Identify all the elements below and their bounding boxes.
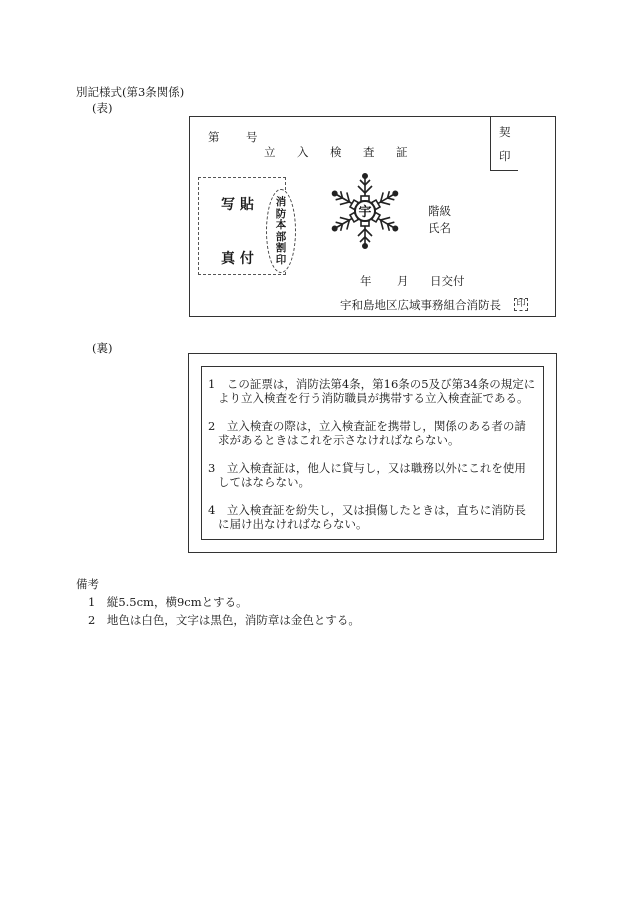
- date-year: 年: [360, 274, 372, 288]
- tally-seal-box: [490, 117, 518, 171]
- photo-label-top: 写 貼: [221, 197, 254, 213]
- back-item-line: してはならない。: [218, 475, 310, 489]
- title-char: 証: [396, 145, 408, 159]
- back-item-line: 3 立入検査証は，他人に貸与し，又は職務以外にこれを使用: [208, 461, 526, 475]
- oval-char: 割: [275, 242, 287, 254]
- date-issued: 日交付: [430, 274, 465, 288]
- date-month: 月: [397, 274, 409, 288]
- seal-char: 契: [499, 125, 511, 139]
- title-char: 査: [363, 145, 375, 159]
- emblem-center-char: 宇: [358, 205, 372, 220]
- remark-item: 2 地色は白色，文字は黒色，消防章は金色とする。: [88, 613, 360, 627]
- seal-char: 印: [499, 149, 511, 163]
- title-char: 立: [264, 145, 276, 159]
- form-title: 別記様式(第3条関係): [76, 85, 185, 99]
- back-item: [208, 419, 538, 447]
- front-label: (表): [92, 101, 113, 115]
- front-card: [189, 116, 556, 317]
- photo-label-bottom: 真 付: [221, 251, 254, 267]
- back-item-line: 1 この証票は，消防法第4条，第16条の5及び第34条の規定に: [208, 377, 536, 391]
- issuer-name: 宇和島地区広域事務組合消防長: [340, 298, 501, 312]
- oval-char: 部: [275, 230, 287, 243]
- back-item-line: 2 立入検査の際は，立入検査証を携帯し，関係のある者の請: [208, 419, 526, 433]
- back-card: [188, 353, 557, 553]
- issuer-stamp: 印: [514, 298, 528, 311]
- oval-char: 消: [275, 196, 287, 208]
- oval-char: 防: [275, 207, 287, 220]
- back-label: (裏): [92, 341, 113, 355]
- oval-char: 印: [275, 253, 287, 266]
- fire-emblem-icon: [320, 172, 410, 250]
- back-item-line: 4 立入検査証を紛失し，又は損傷したときは，直ちに消防長: [208, 503, 526, 517]
- back-item: [208, 461, 538, 489]
- back-item-line: に届け出なければならない。: [218, 517, 368, 531]
- oval-char: 本: [275, 219, 287, 231]
- remark-item: 1 縦5.5cm，横9cmとする。: [88, 595, 248, 609]
- back-item-line: 求があるときはこれを示さなければならない。: [218, 433, 460, 447]
- rank-label: 階級: [428, 204, 451, 218]
- back-item: [208, 503, 538, 531]
- back-item: [208, 377, 538, 405]
- number-label-prefix: 第: [208, 130, 220, 144]
- name-label: 氏名: [428, 221, 451, 235]
- number-label-suffix: 号: [246, 130, 258, 144]
- back-card-inner: [201, 366, 544, 540]
- back-item-line: より立入検査を行う消防職員が携帯する立入検査証である。: [218, 391, 529, 405]
- title-char: 検: [330, 145, 342, 159]
- title-char: 入: [297, 145, 309, 159]
- remarks-heading: 備考: [76, 577, 99, 591]
- fire-hq-stamp-oval: [266, 189, 296, 273]
